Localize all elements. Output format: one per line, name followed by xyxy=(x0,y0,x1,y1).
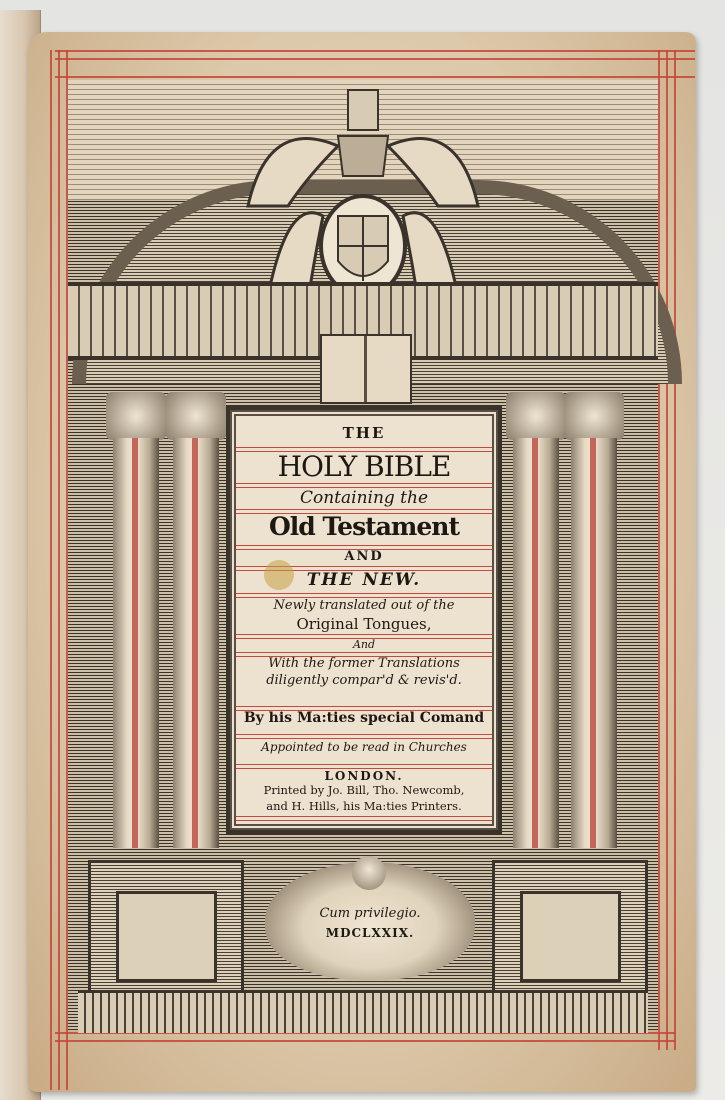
title-special-command: By his Ma:ties special Comand xyxy=(243,710,485,726)
capital-right-inner xyxy=(506,392,566,440)
red-rule-left-2 xyxy=(58,50,60,1090)
column-right-outer xyxy=(571,438,617,848)
pedestal-panel xyxy=(520,891,621,982)
title-and-2: And xyxy=(352,638,376,651)
capital-left-inner xyxy=(166,392,226,440)
column-red-stripe xyxy=(590,438,596,848)
title-the: THE xyxy=(342,424,386,442)
title-compared-revised: diligently compar'd & revis'd. xyxy=(266,673,462,688)
imprint-printed-by: Printed by Jo. Bill, Tho. Newcomb, xyxy=(263,783,465,797)
cartouche-privilege: Cum privilegio. xyxy=(319,906,421,921)
title-containing: Containing the xyxy=(299,488,429,508)
red-rule-bottom-2 xyxy=(55,1040,675,1042)
title-and: AND xyxy=(344,549,384,564)
red-rule-left-1 xyxy=(50,50,52,1090)
title-former-translations: With the former Translations xyxy=(268,656,460,671)
column-red-stripe xyxy=(132,438,138,848)
title-appointed: Appointed to be read in Churches xyxy=(261,740,467,754)
red-rule-right-3 xyxy=(674,50,676,1050)
red-rule-top-2 xyxy=(55,58,695,60)
red-ruling xyxy=(236,816,492,821)
title-the-new: THE NEW. xyxy=(306,570,422,590)
open-book-icon xyxy=(320,334,412,404)
red-rule-top-3 xyxy=(55,76,695,78)
column-right-inner xyxy=(513,438,559,848)
title-panel xyxy=(230,410,498,830)
plinth-base xyxy=(78,990,648,1033)
red-rule-right-1 xyxy=(658,50,660,1050)
imprint-printers: and H. Hills, his Ma:ties Printers. xyxy=(266,799,462,813)
title-original-tongues: Original Tongues, xyxy=(296,615,432,633)
capital-right-outer xyxy=(564,392,624,440)
red-ruling xyxy=(236,734,492,739)
title-old-testament: Old Testament xyxy=(268,512,459,541)
cherub-head-icon xyxy=(352,856,386,890)
foxing-stain xyxy=(264,560,294,590)
title-frame xyxy=(226,406,502,834)
column-left-outer xyxy=(113,438,159,848)
red-rule-top-1 xyxy=(55,50,695,52)
title-holy-bible: HOLY BIBLE xyxy=(277,450,451,483)
red-rule-right-2 xyxy=(666,50,668,1050)
cartouche-date: MDCLXXIX. xyxy=(325,926,415,940)
imprint-london: LONDON. xyxy=(324,769,404,783)
capital-left-outer xyxy=(106,392,166,440)
column-left-inner xyxy=(173,438,219,848)
pedestal-panel xyxy=(116,891,217,982)
title-newly-translated: Newly translated out of the xyxy=(273,598,455,613)
column-red-stripe xyxy=(192,438,198,848)
column-red-stripe xyxy=(532,438,538,848)
